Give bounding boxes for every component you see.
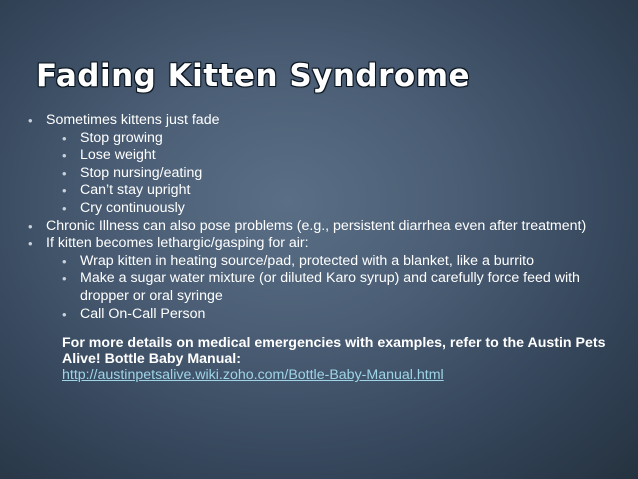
bullet-text: Wrap kitten in heating source/pad, protected with a blanket, like a burrito	[80, 252, 534, 269]
list-item	[62, 147, 618, 165]
bullet-icon: •	[62, 253, 67, 269]
bullet-icon: •	[62, 148, 67, 164]
bullet-icon: •	[28, 113, 33, 128]
list-item	[62, 165, 618, 183]
manual-link[interactable]: http://austinpetsalive.wiki.zoho.com/Bottle-Baby-Manual.html	[62, 367, 444, 384]
list-item	[28, 218, 618, 236]
bullet-text: Make a sugar water mixture (or diluted Karo syrup) and carefully force feed with dropper or oral syringe	[80, 270, 580, 304]
bullet-icon: •	[62, 271, 67, 287]
list-item	[62, 182, 618, 200]
bullet-icon: •	[28, 236, 33, 252]
list-item	[28, 112, 618, 218]
bullet-icon: •	[62, 306, 67, 322]
sub-list	[62, 253, 618, 323]
bullet-text: Sometimes kittens just fade	[46, 112, 220, 128]
slide-body	[28, 112, 618, 383]
bullet-icon: •	[28, 218, 33, 234]
slide-title: Fading Kitten Syndrome	[36, 58, 471, 94]
bullet-text: Can’t stay upright	[80, 182, 191, 199]
bullet-text: Call On-Call Person	[80, 305, 206, 322]
bullet-icon: •	[62, 183, 67, 199]
list-item	[28, 235, 618, 323]
list-item	[62, 130, 618, 148]
bullet-text: If kitten becomes lethargic/gasping for air:	[46, 235, 309, 252]
list-item	[62, 253, 618, 271]
bullet-icon: •	[62, 165, 67, 181]
list-item	[62, 270, 618, 305]
list-item	[62, 200, 618, 218]
sub-list	[62, 130, 618, 218]
bullet-text: Cry continuously	[80, 199, 185, 216]
bullet-text: Stop growing	[80, 129, 163, 146]
bullet-icon: •	[62, 130, 67, 146]
bullet-text: Stop nursing/eating	[80, 164, 203, 181]
list-item	[62, 306, 618, 324]
note-text: For more details on medical emergencies with examples, refer to the Austin Pets Alive! Bottle Baby Manual:	[62, 335, 606, 368]
bullet-list	[28, 112, 618, 323]
bullet-text: Chronic Illness can also pose problems (e.g., persistent diarrhea even after treatment)	[46, 217, 587, 234]
bullet-text: Lose weight	[80, 147, 156, 164]
bullet-icon: •	[62, 200, 67, 216]
reference-note	[62, 335, 618, 383]
